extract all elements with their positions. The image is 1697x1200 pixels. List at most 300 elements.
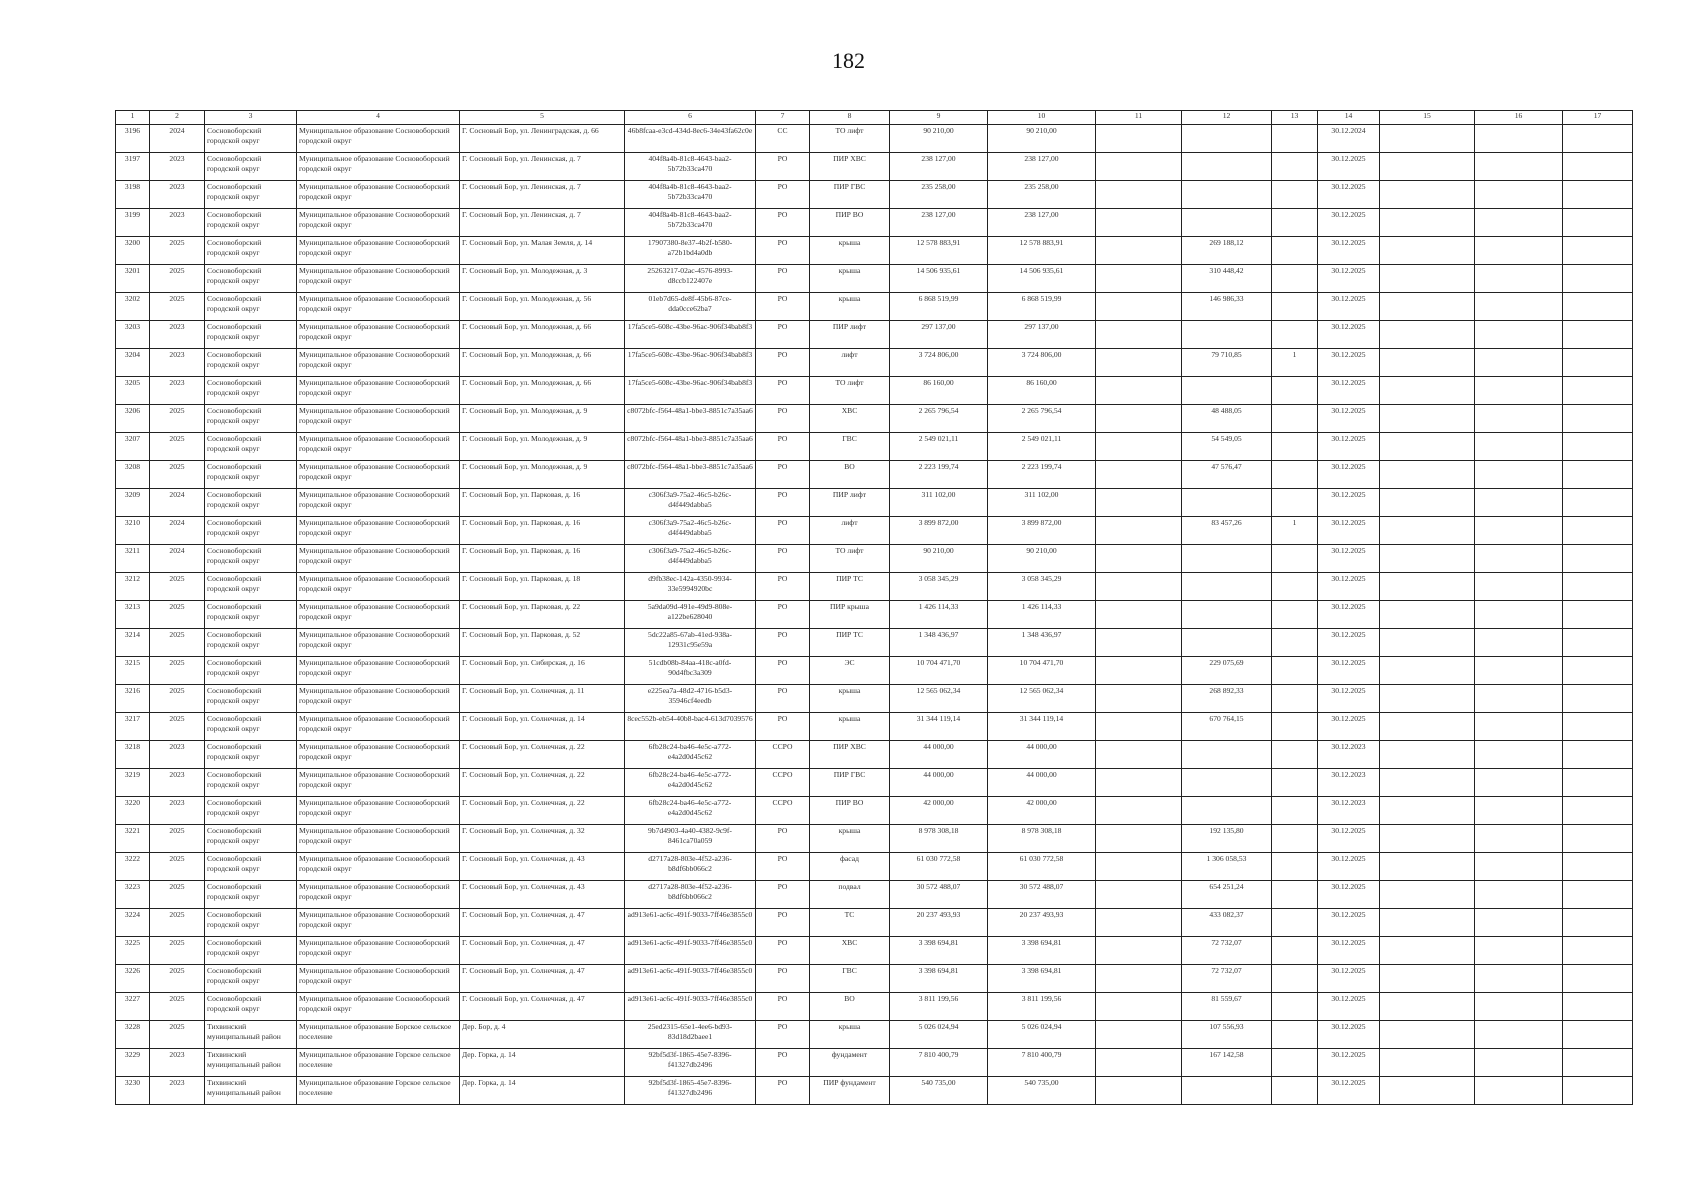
cell-address: Г. Сосновый Бор, ул. Парковая, д. 16	[460, 517, 625, 545]
cell-year: 2023	[150, 181, 205, 209]
cell-col-15	[1380, 461, 1475, 489]
cell-col-12: 54 549,05	[1182, 433, 1272, 461]
cell-district: Сосновоборский городской округ	[205, 713, 297, 741]
cell-col-15	[1380, 265, 1475, 293]
cell-house-guid: c8072bfc-f564-48a1-bbe3-8851c7a35aa6	[625, 405, 756, 433]
cell-col-13: 1	[1272, 349, 1318, 377]
cell-year: 2023	[150, 1049, 205, 1077]
cell-col-16	[1475, 769, 1563, 797]
cell-row-number: 3227	[116, 993, 150, 1021]
cell-col-16	[1475, 909, 1563, 937]
cell-house-guid: ad913e61-ac6c-491f-9033-7ff46e3855c0	[625, 965, 756, 993]
cell-fund-type: РО	[756, 153, 810, 181]
cell-col-17	[1563, 881, 1633, 909]
cell-col-12	[1182, 629, 1272, 657]
table-header	[116, 111, 1633, 125]
cell-deadline: 30.12.2025	[1318, 405, 1380, 433]
cell-col-11	[1096, 937, 1182, 965]
cell-cost-total: 14 506 935,61	[890, 265, 988, 293]
cell-address: Г. Сосновый Бор, ул. Сибирская, д. 16	[460, 657, 625, 685]
cell-municipality: Муниципальное образование Сосновоборский городской округ	[297, 657, 460, 685]
cell-cost-total: 5 026 024,94	[890, 1021, 988, 1049]
cell-col-11	[1096, 209, 1182, 237]
cell-col-13	[1272, 377, 1318, 405]
cell-district: Сосновоборский городской округ	[205, 181, 297, 209]
cell-col-15	[1380, 629, 1475, 657]
cell-cost-approved: 2 223 199,74	[988, 461, 1096, 489]
cell-work-type: ТО лифт	[810, 125, 890, 153]
cell-address: Г. Сосновый Бор, ул. Солнечная, д. 22	[460, 797, 625, 825]
cell-col-15	[1380, 769, 1475, 797]
cell-col-17	[1563, 349, 1633, 377]
column-header-12: 12	[1182, 111, 1272, 125]
cell-work-type: ПИР ГВС	[810, 181, 890, 209]
cell-cost-total: 12 565 062,34	[890, 685, 988, 713]
cell-district: Сосновоборский городской округ	[205, 797, 297, 825]
cell-deadline: 30.12.2025	[1318, 321, 1380, 349]
cell-col-13	[1272, 909, 1318, 937]
cell-cost-approved: 297 137,00	[988, 321, 1096, 349]
table-row	[116, 125, 1633, 153]
cell-municipality: Муниципальное образование Сосновоборский городской округ	[297, 377, 460, 405]
cell-deadline: 30.12.2025	[1318, 433, 1380, 461]
cell-cost-approved: 61 030 772,58	[988, 853, 1096, 881]
cell-col-15	[1380, 293, 1475, 321]
cell-municipality: Муниципальное образование Сосновоборский городской округ	[297, 937, 460, 965]
cell-fund-type: РО	[756, 461, 810, 489]
cell-col-16	[1475, 629, 1563, 657]
cell-municipality: Муниципальное образование Сосновоборский городской округ	[297, 405, 460, 433]
cell-row-number: 3225	[116, 937, 150, 965]
cell-cost-approved: 30 572 488,07	[988, 881, 1096, 909]
cell-row-number: 3207	[116, 433, 150, 461]
cell-cost-total: 8 978 308,18	[890, 825, 988, 853]
table-row	[116, 965, 1633, 993]
cell-year: 2024	[150, 489, 205, 517]
cell-address: Г. Сосновый Бор, ул. Ленинская, д. 7	[460, 153, 625, 181]
cell-col-11	[1096, 293, 1182, 321]
cell-row-number: 3221	[116, 825, 150, 853]
cell-col-13	[1272, 1049, 1318, 1077]
cell-year: 2025	[150, 685, 205, 713]
cell-col-16	[1475, 545, 1563, 573]
cell-work-type: крыша	[810, 1021, 890, 1049]
cell-col-11	[1096, 1077, 1182, 1105]
cell-fund-type: РО	[756, 1021, 810, 1049]
cell-col-17	[1563, 517, 1633, 545]
cell-municipality: Муниципальное образование Сосновоборский городской округ	[297, 181, 460, 209]
cell-col-15	[1380, 881, 1475, 909]
cell-fund-type: РО	[756, 685, 810, 713]
cell-work-type: фундамент	[810, 1049, 890, 1077]
cell-fund-type: РО	[756, 489, 810, 517]
cell-cost-approved: 44 000,00	[988, 769, 1096, 797]
cell-district: Сосновоборский городской округ	[205, 965, 297, 993]
cell-work-type: ПИР ТС	[810, 629, 890, 657]
cell-col-15	[1380, 797, 1475, 825]
table-row	[116, 1021, 1633, 1049]
cell-col-12: 107 556,93	[1182, 1021, 1272, 1049]
cell-col-13	[1272, 601, 1318, 629]
cell-fund-type: РО	[756, 629, 810, 657]
cell-row-number: 3205	[116, 377, 150, 405]
cell-col-11	[1096, 909, 1182, 937]
cell-col-17	[1563, 993, 1633, 1021]
cell-col-16	[1475, 349, 1563, 377]
cell-fund-type: ССРО	[756, 741, 810, 769]
cell-col-17	[1563, 965, 1633, 993]
cell-district: Сосновоборский городской округ	[205, 853, 297, 881]
cell-year: 2023	[150, 769, 205, 797]
cell-address: Г. Сосновый Бор, ул. Солнечная, д. 47	[460, 965, 625, 993]
cell-district: Сосновоборский городской округ	[205, 881, 297, 909]
cell-row-number: 3209	[116, 489, 150, 517]
cell-cost-approved: 1 426 114,33	[988, 601, 1096, 629]
cell-district: Сосновоборский городской округ	[205, 545, 297, 573]
cell-col-13	[1272, 797, 1318, 825]
cell-district: Сосновоборский городской округ	[205, 489, 297, 517]
cell-col-17	[1563, 685, 1633, 713]
cell-cost-approved: 3 398 694,81	[988, 937, 1096, 965]
cell-col-15	[1380, 545, 1475, 573]
cell-col-17	[1563, 769, 1633, 797]
cell-house-guid: 404f8a4b-81c8-4643-baa2-5b72b33ca470	[625, 181, 756, 209]
cell-house-guid: d2717a28-803e-4f52-a236-b8df6bb066c2	[625, 881, 756, 909]
cell-year: 2025	[150, 853, 205, 881]
cell-col-13	[1272, 321, 1318, 349]
cell-col-13	[1272, 629, 1318, 657]
cell-year: 2025	[150, 937, 205, 965]
cell-col-13	[1272, 657, 1318, 685]
cell-cost-approved: 86 160,00	[988, 377, 1096, 405]
cell-col-15	[1380, 853, 1475, 881]
cell-row-number: 3196	[116, 125, 150, 153]
cell-fund-type: РО	[756, 237, 810, 265]
cell-cost-total: 86 160,00	[890, 377, 988, 405]
cell-year: 2025	[150, 965, 205, 993]
column-header-17: 17	[1563, 111, 1633, 125]
cell-cost-approved: 3 398 694,81	[988, 965, 1096, 993]
cell-year: 2025	[150, 293, 205, 321]
cell-fund-type: РО	[756, 825, 810, 853]
cell-col-16	[1475, 377, 1563, 405]
cell-year: 2024	[150, 517, 205, 545]
table-row	[116, 685, 1633, 713]
table-row	[116, 573, 1633, 601]
cell-col-13	[1272, 825, 1318, 853]
cell-col-15	[1380, 1049, 1475, 1077]
cell-address: Г. Сосновый Бор, ул. Солнечная, д. 32	[460, 825, 625, 853]
cell-work-type: подвал	[810, 881, 890, 909]
cell-col-17	[1563, 853, 1633, 881]
cell-municipality: Муниципальное образование Сосновоборский городской округ	[297, 545, 460, 573]
cell-work-type: ВО	[810, 461, 890, 489]
cell-municipality: Муниципальное образование Сосновоборский городской округ	[297, 461, 460, 489]
cell-year: 2025	[150, 237, 205, 265]
table-row	[116, 657, 1633, 685]
table-row	[116, 797, 1633, 825]
cell-address: Г. Сосновый Бор, ул. Ленинская, д. 7	[460, 209, 625, 237]
cell-house-guid: 25ed2315-65e1-4ee6-bd93-83d18d2baee1	[625, 1021, 756, 1049]
cell-col-16	[1475, 181, 1563, 209]
cell-cost-approved: 3 724 806,00	[988, 349, 1096, 377]
cell-address: Дер. Бор, д. 4	[460, 1021, 625, 1049]
cell-year: 2025	[150, 629, 205, 657]
cell-cost-total: 311 102,00	[890, 489, 988, 517]
cell-col-13	[1272, 1077, 1318, 1105]
cell-deadline: 30.12.2025	[1318, 937, 1380, 965]
cell-col-11	[1096, 321, 1182, 349]
cell-work-type: крыша	[810, 713, 890, 741]
cell-col-16	[1475, 993, 1563, 1021]
cell-col-17	[1563, 573, 1633, 601]
cell-house-guid: 6fb28c24-ba46-4e5c-a772-e4a2d0d45c62	[625, 741, 756, 769]
cell-col-15	[1380, 125, 1475, 153]
cell-year: 2024	[150, 545, 205, 573]
cell-address: Г. Сосновый Бор, ул. Парковая, д. 16	[460, 545, 625, 573]
cell-year: 2025	[150, 825, 205, 853]
cell-house-guid: 25263217-02ac-4576-8993-d8ccb122407e	[625, 265, 756, 293]
cell-col-13	[1272, 965, 1318, 993]
cell-fund-type: РО	[756, 657, 810, 685]
cell-cost-approved: 5 026 024,94	[988, 1021, 1096, 1049]
cell-district: Сосновоборский городской округ	[205, 433, 297, 461]
cell-work-type: ПИР ВО	[810, 797, 890, 825]
cell-year: 2025	[150, 713, 205, 741]
column-header-2: 2	[150, 111, 205, 125]
cell-year: 2025	[150, 405, 205, 433]
cell-col-12	[1182, 377, 1272, 405]
cell-col-16	[1475, 125, 1563, 153]
cell-row-number: 3222	[116, 853, 150, 881]
cell-cost-approved: 12 578 883,91	[988, 237, 1096, 265]
cell-address: Г. Сосновый Бор, ул. Молодежная, д. 9	[460, 461, 625, 489]
cell-deadline: 30.12.2025	[1318, 1049, 1380, 1077]
cell-row-number: 3206	[116, 405, 150, 433]
table-row	[116, 489, 1633, 517]
cell-house-guid: 17fa5ce5-608c-43be-96ac-906f34bab8f3	[625, 321, 756, 349]
table-row	[116, 741, 1633, 769]
cell-district: Сосновоборский городской округ	[205, 601, 297, 629]
cell-col-13: 1	[1272, 517, 1318, 545]
cell-address: Г. Сосновый Бор, ул. Солнечная, д. 47	[460, 937, 625, 965]
cell-col-13	[1272, 741, 1318, 769]
cell-deadline: 30.12.2025	[1318, 1077, 1380, 1105]
cell-cost-total: 10 704 471,70	[890, 657, 988, 685]
cell-cost-total: 3 398 694,81	[890, 937, 988, 965]
cell-address: Г. Сосновый Бор, ул. Молодежная, д. 66	[460, 321, 625, 349]
cell-house-guid: c306f3a9-75a2-46c5-b26c-d4f449dabba5	[625, 545, 756, 573]
cell-house-guid: c8072bfc-f564-48a1-bbe3-8851c7a35aa6	[625, 461, 756, 489]
cell-address: Г. Сосновый Бор, ул. Солнечная, д. 47	[460, 909, 625, 937]
cell-col-17	[1563, 545, 1633, 573]
cell-deadline: 30.12.2025	[1318, 237, 1380, 265]
cell-cost-total: 61 030 772,58	[890, 853, 988, 881]
cell-col-11	[1096, 1021, 1182, 1049]
cell-district: Сосновоборский городской округ	[205, 293, 297, 321]
table-row	[116, 517, 1633, 545]
cell-col-15	[1380, 713, 1475, 741]
cell-col-16	[1475, 237, 1563, 265]
cell-district: Сосновоборский городской округ	[205, 993, 297, 1021]
cell-fund-type: РО	[756, 181, 810, 209]
cell-col-17	[1563, 797, 1633, 825]
cell-year: 2025	[150, 433, 205, 461]
cell-col-16	[1475, 209, 1563, 237]
cell-col-11	[1096, 629, 1182, 657]
cell-cost-approved: 3 058 345,29	[988, 573, 1096, 601]
cell-work-type: ПИР ТС	[810, 573, 890, 601]
cell-municipality: Муниципальное образование Горское сельское поселение	[297, 1049, 460, 1077]
cell-col-16	[1475, 1049, 1563, 1077]
cell-col-13	[1272, 125, 1318, 153]
cell-house-guid: e225ea7a-48d2-4716-b5d3-35946cf4eedb	[625, 685, 756, 713]
cell-col-15	[1380, 209, 1475, 237]
cell-col-16	[1475, 1021, 1563, 1049]
cell-col-17	[1563, 489, 1633, 517]
column-header-13: 13	[1272, 111, 1318, 125]
cell-cost-approved: 42 000,00	[988, 797, 1096, 825]
cell-cost-total: 2 549 021,11	[890, 433, 988, 461]
cell-work-type: ГВС	[810, 965, 890, 993]
cell-work-type: ПИР ХВС	[810, 153, 890, 181]
cell-house-guid: c306f3a9-75a2-46c5-b26c-d4f449dabba5	[625, 489, 756, 517]
cell-col-11	[1096, 377, 1182, 405]
cell-municipality: Муниципальное образование Сосновоборский городской округ	[297, 713, 460, 741]
cell-col-12	[1182, 545, 1272, 573]
cell-deadline: 30.12.2025	[1318, 825, 1380, 853]
cell-col-17	[1563, 657, 1633, 685]
cell-fund-type: РО	[756, 517, 810, 545]
cell-col-12	[1182, 741, 1272, 769]
cell-municipality: Муниципальное образование Сосновоборский городской округ	[297, 489, 460, 517]
cell-cost-total: 235 258,00	[890, 181, 988, 209]
cell-address: Г. Сосновый Бор, ул. Ленинградская, д. 66	[460, 125, 625, 153]
cell-fund-type: РО	[756, 377, 810, 405]
cell-house-guid: 92bf5d3f-1865-45e7-8396-f41327db2496	[625, 1077, 756, 1105]
cell-fund-type: СС	[756, 125, 810, 153]
column-header-3: 3	[205, 111, 297, 125]
cell-district: Сосновоборский городской округ	[205, 937, 297, 965]
cell-deadline: 30.12.2024	[1318, 125, 1380, 153]
cell-address: Г. Сосновый Бор, ул. Солнечная, д. 22	[460, 741, 625, 769]
cell-year: 2025	[150, 1021, 205, 1049]
cell-cost-total: 3 811 199,56	[890, 993, 988, 1021]
cell-house-guid: c8072bfc-f564-48a1-bbe3-8851c7a35aa6	[625, 433, 756, 461]
cell-work-type: ПИР фундамент	[810, 1077, 890, 1105]
cell-col-11	[1096, 601, 1182, 629]
cell-fund-type: РО	[756, 433, 810, 461]
cell-col-15	[1380, 181, 1475, 209]
cell-cost-total: 44 000,00	[890, 769, 988, 797]
cell-cost-total: 12 578 883,91	[890, 237, 988, 265]
table-row	[116, 433, 1633, 461]
cell-col-15	[1380, 573, 1475, 601]
cell-house-guid: 92bf5d3f-1865-45e7-8396-f41327db2496	[625, 1049, 756, 1077]
cell-address: Г. Сосновый Бор, ул. Молодежная, д. 9	[460, 433, 625, 461]
cell-deadline: 30.12.2025	[1318, 909, 1380, 937]
cell-district: Сосновоборский городской округ	[205, 125, 297, 153]
cell-col-12	[1182, 601, 1272, 629]
cell-address: Г. Сосновый Бор, ул. Парковая, д. 22	[460, 601, 625, 629]
cell-col-17	[1563, 209, 1633, 237]
cell-year: 2025	[150, 657, 205, 685]
cell-deadline: 30.12.2025	[1318, 153, 1380, 181]
cell-municipality: Муниципальное образование Сосновоборский городской округ	[297, 769, 460, 797]
cell-col-16	[1475, 321, 1563, 349]
cell-municipality: Муниципальное образование Сосновоборский городской округ	[297, 601, 460, 629]
cell-col-16	[1475, 489, 1563, 517]
cell-year: 2023	[150, 209, 205, 237]
cell-house-guid: d2717a28-803e-4f52-a236-b8df6bb066c2	[625, 853, 756, 881]
column-header-15: 15	[1380, 111, 1475, 125]
cell-row-number: 3215	[116, 657, 150, 685]
cell-col-11	[1096, 405, 1182, 433]
cell-fund-type: РО	[756, 993, 810, 1021]
cell-col-12: 47 576,47	[1182, 461, 1272, 489]
table-row	[116, 629, 1633, 657]
cell-municipality: Муниципальное образование Сосновоборский городской округ	[297, 965, 460, 993]
cell-col-13	[1272, 881, 1318, 909]
cell-cost-total: 1 348 436,97	[890, 629, 988, 657]
cell-cost-total: 2 223 199,74	[890, 461, 988, 489]
cell-work-type: ПИР ГВС	[810, 769, 890, 797]
table-row	[116, 713, 1633, 741]
cell-cost-approved: 2 265 796,54	[988, 405, 1096, 433]
cell-col-16	[1475, 405, 1563, 433]
cell-cost-total: 42 000,00	[890, 797, 988, 825]
cell-row-number: 3214	[116, 629, 150, 657]
column-header-16: 16	[1475, 111, 1563, 125]
cell-col-12	[1182, 153, 1272, 181]
cell-deadline: 30.12.2023	[1318, 797, 1380, 825]
cell-cost-approved: 14 506 935,61	[988, 265, 1096, 293]
cell-district: Сосновоборский городской округ	[205, 321, 297, 349]
cell-year: 2023	[150, 797, 205, 825]
cell-col-12: 48 488,05	[1182, 405, 1272, 433]
cell-municipality: Муниципальное образование Сосновоборский городской округ	[297, 125, 460, 153]
cell-deadline: 30.12.2025	[1318, 853, 1380, 881]
cell-col-12	[1182, 797, 1272, 825]
cell-district: Сосновоборский городской округ	[205, 769, 297, 797]
cell-col-12: 654 251,24	[1182, 881, 1272, 909]
cell-deadline: 30.12.2025	[1318, 209, 1380, 237]
cell-cost-approved: 235 258,00	[988, 181, 1096, 209]
cell-col-16	[1475, 741, 1563, 769]
cell-row-number: 3208	[116, 461, 150, 489]
cell-fund-type: РО	[756, 321, 810, 349]
cell-municipality: Муниципальное образование Сосновоборский городской округ	[297, 741, 460, 769]
cell-col-13	[1272, 265, 1318, 293]
cell-year: 2023	[150, 741, 205, 769]
cell-col-12: 167 142,58	[1182, 1049, 1272, 1077]
column-header-5: 5	[460, 111, 625, 125]
cell-deadline: 30.12.2025	[1318, 545, 1380, 573]
cell-district: Сосновоборский городской округ	[205, 237, 297, 265]
cell-col-15	[1380, 741, 1475, 769]
cell-district: Сосновоборский городской округ	[205, 153, 297, 181]
cell-col-17	[1563, 321, 1633, 349]
cell-cost-approved: 238 127,00	[988, 209, 1096, 237]
cell-row-number: 3230	[116, 1077, 150, 1105]
cell-fund-type: РО	[756, 265, 810, 293]
cell-col-12: 268 892,33	[1182, 685, 1272, 713]
cell-house-guid: 8cec552b-eb54-40b8-bac4-613d7039576	[625, 713, 756, 741]
table-row	[116, 1049, 1633, 1077]
cell-address: Дер. Горка, д. 14	[460, 1049, 625, 1077]
cell-district: Сосновоборский городской округ	[205, 517, 297, 545]
cell-col-13	[1272, 209, 1318, 237]
